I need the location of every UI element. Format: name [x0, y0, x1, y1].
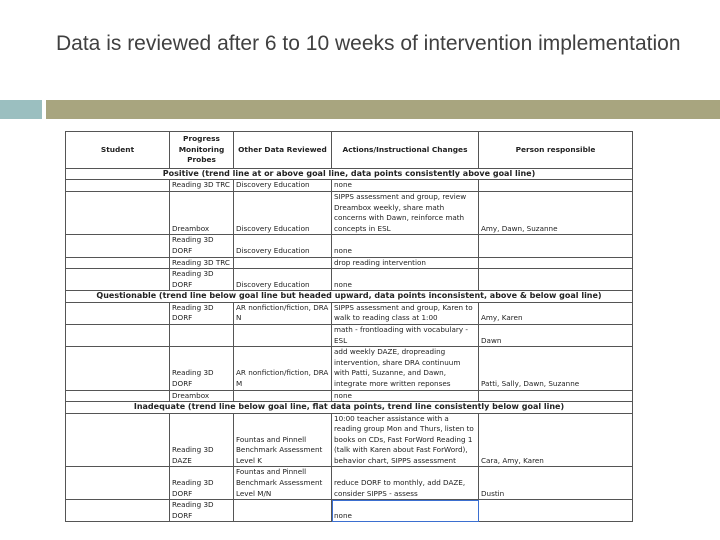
- cell-action[interactable]: none: [332, 500, 479, 522]
- cell-action[interactable]: none: [332, 269, 479, 291]
- cell-person[interactable]: Amy, Karen: [479, 302, 633, 324]
- cell-action[interactable]: SIPPS assessment and group, review Dreambox weekly, share math concerns with Dawn, reinforce math concepts in ESL: [332, 192, 479, 235]
- cell-other-data[interactable]: [234, 324, 332, 346]
- cell-person[interactable]: [479, 235, 633, 257]
- cell-action[interactable]: none: [332, 390, 479, 402]
- cell-other-data[interactable]: Fountas and Pinnell Benchmark Assessment Level M/N: [234, 467, 332, 500]
- cell-person[interactable]: Cara, Amy, Karen: [479, 413, 633, 467]
- cell-probe[interactable]: Reading 3D DORF: [170, 235, 234, 257]
- cell-student[interactable]: [66, 269, 170, 291]
- cell-action[interactable]: math - frontloading with vocabulary - ESL: [332, 324, 479, 346]
- header-student: Student: [66, 132, 170, 169]
- cell-student[interactable]: [66, 390, 170, 402]
- cell-student[interactable]: [66, 192, 170, 235]
- section-heading: Inadequate (trend line below goal line, flat data points, trend line consistently below goal line): [66, 402, 633, 413]
- cell-student[interactable]: [66, 467, 170, 500]
- cell-other-data[interactable]: Discovery Education: [234, 235, 332, 257]
- section-heading: Questionable (trend line below goal line but headed upward, data points inconsistent, above & below goal line): [66, 291, 633, 302]
- cell-action[interactable]: none: [332, 235, 479, 257]
- cell-student[interactable]: [66, 302, 170, 324]
- cell-student[interactable]: [66, 324, 170, 346]
- header-probes: Progress Monitoring Probes: [170, 132, 234, 169]
- cell-student[interactable]: [66, 257, 170, 269]
- table-row: [66, 347, 633, 390]
- accent-bar-left: [0, 100, 42, 119]
- slide-title: Data is reviewed after 6 to 10 weeks of intervention implementation: [56, 32, 681, 55]
- cell-person[interactable]: Dustin: [479, 467, 633, 500]
- cell-probe[interactable]: Reading 3D DORF: [170, 269, 234, 291]
- cell-person[interactable]: Amy, Dawn, Suzanne: [479, 192, 633, 235]
- cell-other-data[interactable]: Discovery Education: [234, 269, 332, 291]
- header-other-data: Other Data Reviewed: [234, 132, 332, 169]
- cell-student[interactable]: [66, 235, 170, 257]
- cell-probe[interactable]: [170, 324, 234, 346]
- intervention-table: [65, 131, 633, 522]
- cell-person[interactable]: [479, 257, 633, 269]
- cell-other-data[interactable]: [234, 500, 332, 522]
- cell-student[interactable]: [66, 413, 170, 467]
- accent-bar-right: [46, 100, 720, 119]
- cell-probe[interactable]: Reading 3D DORF: [170, 302, 234, 324]
- cell-other-data[interactable]: Discovery Education: [234, 192, 332, 235]
- header-person: Person responsible: [479, 132, 633, 169]
- cell-probe[interactable]: Dreambox: [170, 192, 234, 235]
- cell-person[interactable]: [479, 500, 633, 522]
- table-row: [66, 235, 633, 257]
- cell-action[interactable]: reduce DORF to monthly, add DAZE, consider SIPPS - assess: [332, 467, 479, 500]
- cell-person[interactable]: [479, 269, 633, 291]
- table-row: [66, 390, 633, 402]
- cell-probe[interactable]: Reading 3D DAZE: [170, 413, 234, 467]
- cell-other-data[interactable]: AR nonfiction/fiction, DRA M: [234, 347, 332, 390]
- cell-probe[interactable]: Reading 3D TRC: [170, 180, 234, 192]
- table-row: [66, 180, 633, 192]
- cell-probe[interactable]: Reading 3D TRC: [170, 257, 234, 269]
- cell-probe[interactable]: Dreambox: [170, 390, 234, 402]
- cell-action[interactable]: drop reading intervention: [332, 257, 479, 269]
- table-row: [66, 500, 633, 522]
- cell-student[interactable]: [66, 347, 170, 390]
- table-row: [66, 269, 633, 291]
- section-row: [66, 291, 633, 302]
- cell-action[interactable]: SIPPS assessment and group, Karen to walk to reading class at 1:00: [332, 302, 479, 324]
- cell-action[interactable]: none: [332, 180, 479, 192]
- cell-student[interactable]: [66, 500, 170, 522]
- cell-probe[interactable]: Reading 3D DORF: [170, 500, 234, 522]
- section-row: [66, 402, 633, 413]
- table-row: [66, 257, 633, 269]
- cell-other-data[interactable]: Fountas and Pinnell Benchmark Assessment Level K: [234, 413, 332, 467]
- cell-person[interactable]: [479, 390, 633, 402]
- cell-person[interactable]: Dawn: [479, 324, 633, 346]
- cell-action[interactable]: 10:00 teacher assistance with a reading group Mon and Thurs, listen to books on CDs, Fast ForWord Reading 1 (talk with Karen about Fast ForWord), behavior chart, SIPPS assessment: [332, 413, 479, 467]
- cell-person[interactable]: Patti, Sally, Dawn, Suzanne: [479, 347, 633, 390]
- table-row: [66, 324, 633, 346]
- cell-probe[interactable]: Reading 3D DORF: [170, 347, 234, 390]
- table-row: [66, 192, 633, 235]
- cell-person[interactable]: [479, 180, 633, 192]
- header-row: [66, 132, 633, 169]
- cell-other-data[interactable]: [234, 257, 332, 269]
- header-actions: Actions/Instructional Changes: [332, 132, 479, 169]
- section-heading: Positive (trend line at or above goal line, data points consistently above goal line): [66, 169, 633, 180]
- cell-other-data[interactable]: AR nonfiction/fiction, DRA N: [234, 302, 332, 324]
- cell-student[interactable]: [66, 180, 170, 192]
- cell-other-data[interactable]: Discovery Education: [234, 180, 332, 192]
- section-row: [66, 169, 633, 180]
- table-row: [66, 302, 633, 324]
- cell-probe[interactable]: Reading 3D DORF: [170, 467, 234, 500]
- cell-other-data[interactable]: [234, 390, 332, 402]
- table-row: [66, 467, 633, 500]
- table-row: [66, 413, 633, 467]
- table-body: [66, 169, 633, 522]
- cell-action[interactable]: add weekly DAZE, dropreading intervention, share DRA continuum with Patti, Suzanne, and Dawn, integrate more written reponses: [332, 347, 479, 390]
